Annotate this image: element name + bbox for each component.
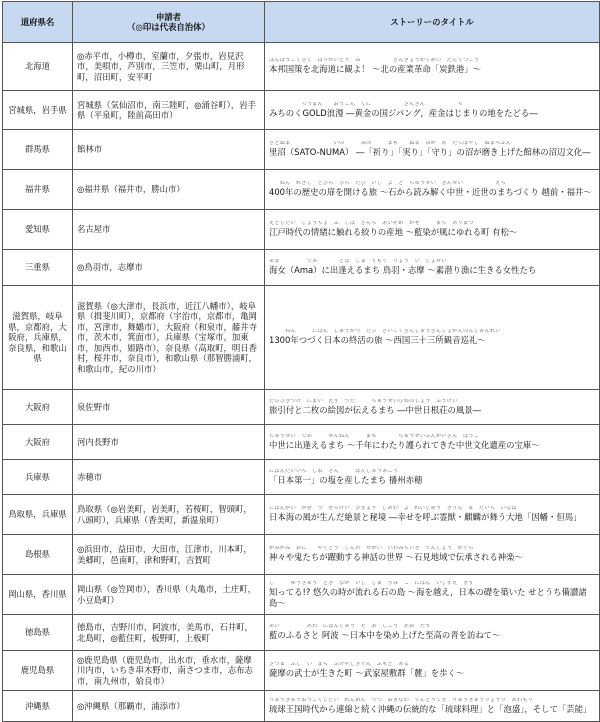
header-prefecture: 道府県名 (3, 2, 73, 43)
applicant-cell: ◎福井県（福井市，勝山市） (73, 170, 265, 210)
table-row (3, 170, 600, 210)
applicant-cell: ◎沖縄県（那覇市，浦添市） (73, 691, 265, 722)
story-cell (265, 651, 600, 691)
story-title: みちのくGOLD浪漫 ―黄金の国ジパング，産金はじまりの地をたどる― (269, 107, 538, 118)
story-title: 海女（Ama）に出逢えるまち 鳥羽・志摩 ～素潜り漁に生きる女性たち (269, 265, 537, 276)
prefecture-cell: 沖縄県 (3, 691, 73, 722)
applicant-cell: 泉佐野市 (73, 390, 265, 425)
prefecture-cell: 宮城県，岩手県 (3, 91, 73, 130)
story-cell (265, 91, 600, 130)
story-title: 知ってる!? 悠久の時が流れる石の島 ～海を越え，日本の礎を築いた せとうち備讃諸島～ (269, 587, 587, 608)
story-cell (265, 691, 600, 722)
table-row (3, 210, 600, 250)
prefecture-cell: 兵庫県 (3, 460, 73, 495)
prefecture-cell: 大阪府 (3, 390, 73, 425)
story-title: 薩摩の武士が生きた町 ～武家屋敷群「麓」を歩く～ (269, 668, 465, 679)
story-cell (265, 170, 600, 210)
table-row (3, 691, 600, 722)
prefecture-cell: 岡山県，香川県 (3, 575, 73, 615)
story-cell (265, 286, 600, 390)
story-furigana: ねん れきし とびら ひら たび いし よ と ちゅうせい きんせい えち (269, 181, 507, 187)
story-furigana: たびひきつけ にまい えず つた ちゅうせいひねのしょう ふうけい (269, 398, 458, 404)
story-cell (265, 43, 600, 91)
applicant-cell: 赤穂市 (73, 460, 265, 495)
applicant-cell: 名古屋市 (73, 210, 265, 250)
story-furigana: あい あわ にほんじゅう そ あ しこう あお たず (269, 624, 431, 630)
story-title: 1300年つづく日本の終活の旅 ～西国三十三所観音巡礼～ (269, 335, 486, 346)
prefecture-cell: 三重県 (3, 250, 73, 286)
prefecture-cell: 島根県 (3, 535, 73, 575)
story-cell (265, 460, 600, 495)
applicant-cell: 徳島市，吉野川市，阿波市，美馬市，石井町，北島町，◎藍住町，板野町，上板町 (73, 615, 265, 651)
story-cell (265, 535, 600, 575)
japan-heritage-table (2, 1, 600, 722)
story-cell (265, 575, 600, 615)
header-story-title: ストーリーのタイトル (265, 2, 600, 43)
story-furigana: ねん にほん しゅうかつ たび さいごくさんじゅうさんしょかんのんじゅんれい (269, 329, 501, 335)
table-row (3, 460, 600, 495)
story-furigana: ちゅうせい であ せんねん まも ちゅうせいぶんかいさん ほうこ (269, 433, 480, 439)
table-row (3, 390, 600, 425)
applicant-cell: ◎浜田市，益田市，大田市，江津市，川本町，美郷町，邑南町，津和野町，吉賀町 (73, 535, 265, 575)
table-row (3, 425, 600, 460)
table-row (3, 91, 600, 130)
prefecture-cell: 鹿児島県 (3, 651, 73, 691)
table-row (3, 495, 600, 535)
applicant-cell: ◎鳥羽市，志摩市 (73, 250, 265, 286)
story-cell (265, 250, 600, 286)
table-row (3, 43, 600, 91)
table-row (3, 575, 600, 615)
applicant-cell: ◎鹿児島県（鹿児島市，出水市，垂水市，薩摩川内市，いちき串木野市，南さつま市，志布志市，南九州市，姶良市） (73, 651, 265, 691)
applicant-cell: 滋賀県（◎大津市，長浜市，近江八幡市），岐阜県（揖斐川町），京都府（宇治市，京都市，亀岡市，宮津市，舞鶴市），大阪府（和泉市，藤井寺市，茨木市，箕面市），兵庫県（宝塚市，加東市，加西市，姫路市），奈良県（高取町，明日香村，桜井市，奈良市），和歌山県（那智勝浦町，和歌山市，紀の川市） (73, 286, 265, 390)
story-cell (265, 495, 600, 535)
story-title: 日本海の風が生んだ絶景と秘境 ―幸せを呼ぶ霊獣・麒麟が舞う大地「因幡・但馬」 (269, 512, 582, 523)
prefecture-cell: 大阪府 (3, 425, 73, 460)
story-title: 中世に出逢えるまち ～千年にわたり護られてきた中世文化遺産の宝庫～ (269, 439, 540, 450)
story-cell (265, 210, 600, 250)
table-row (3, 651, 600, 691)
story-title: 琉球王国時代から連綿と続く沖縄の伝統的な「琉球料理」と「泡盛」，そして「芸能」 (269, 703, 592, 714)
story-furigana: りゅうきゅうおうこくじだい れんめん つづ おきなわ でんとうてき りゅうきゅうりょうり あわもり (269, 697, 533, 703)
prefecture-cell: 北海道 (3, 43, 73, 91)
story-furigana: にほんかい かぜ う ぜっけい ひきょう しあわ よ れいじゅう きりん ま だいち いなば (269, 506, 517, 512)
story-furigana: えどじだい じょうちょ ふ しぼ さんち あいぞめ かぜ まち ありまつ (269, 221, 474, 227)
story-title: 400年の歴史の扉を開ける旅 ～石から読み解く中世・近世のまちづくり 越前・福井～ (269, 187, 592, 198)
header-applicant-line1: 申請者 (155, 11, 182, 22)
applicant-cell: 河内長野市 (73, 425, 265, 460)
story-furigana: し ゆうきゅう とき なが いし しま うみ こ にほん いしずえ きず (269, 581, 474, 586)
header-applicant (73, 2, 265, 43)
table-row (3, 250, 600, 286)
story-title: 本邦国策を北海道に観よ！ ～北の産業革命「炭鉄港」～ (269, 64, 482, 75)
story-cell (265, 615, 600, 651)
story-cell (265, 390, 600, 425)
story-title: 藍のふるさと 阿波 ～日本中を染め上げた至高の青を訪ねて～ (269, 630, 501, 641)
table-header-row (3, 2, 600, 43)
story-title: 神々や鬼たちが躍動する神話の世界 ～石見地域で伝承される神楽～ (269, 552, 523, 563)
applicant-cell: 館林市 (73, 130, 265, 170)
story-cell (265, 425, 600, 460)
story-title: 「日本第一」の塩を産したまち 播州赤穂 (269, 474, 423, 485)
prefecture-cell: 福井県 (3, 170, 73, 210)
header-applicant-line2: （◎印は代表自治体） (127, 22, 210, 32)
story-cell (265, 130, 600, 170)
story-furigana: さとぬま いの みの まも ぬま みが あ たてばやし ぬまべぶん (269, 141, 512, 147)
prefecture-cell: 滋賀県，岐阜県，京都府，大阪府，兵庫県，奈良県，和歌山県 (3, 286, 73, 390)
story-furigana: にほんだいいち しお さん ばんしゅうあこう (269, 468, 399, 474)
table-row (3, 286, 600, 390)
story-title: 江戸時代の情緒に触れる絞りの産地 ～藍染が風にゆれる町 有松～ (269, 227, 518, 238)
applicant-cell: 鳥取県（◎岩美町，岩美町，若桜町，智頭町，八頭町），兵庫県（香美町，新温泉町） (73, 495, 265, 535)
story-furigana: ろうまん おうごん くに さんきん ち (269, 101, 463, 107)
applicant-cell: 岡山県（◎笠岡市），香川県（丸亀市，土庄町，小豆島町） (73, 575, 265, 615)
applicant-cell: 宮城県（気仙沼市，南三陸町，◎涌谷町），岩手県（平泉町，陸前高田市） (73, 91, 265, 130)
table-row (3, 130, 600, 170)
table-row (3, 535, 600, 575)
story-title: 旅引付と二枚の絵図が伝えるまち ―中世日根荘の風景― (269, 404, 482, 415)
prefecture-cell: 群馬県 (3, 130, 73, 170)
story-furigana: あま であ とば しま すもぐ りょう い じょせい (269, 259, 447, 265)
story-furigana: ほんぽうこくさく ほっかいどう み さんぎょうかくめい たんてつこう (269, 58, 480, 64)
story-furigana: さつま ぶし い まち ぶけやしきぐん ふもと ある (269, 662, 410, 668)
story-title: 里沼（SATO-NUMA） ―「祈り」「実り」「守り」の沼が磨き上げた館林の沼辺文化― (269, 147, 591, 158)
story-furigana: かみがみ おに やくどう しんわ せかい いわみちいき でんしょう かぐら (269, 546, 474, 552)
table-row (3, 615, 600, 651)
applicant-cell: ◎赤平市，小樽市，室蘭市，夕張市，岩見沢市，美唄市，芦別市，三笠市，栗山町，月形町，沼田町，安平町 (73, 43, 265, 91)
prefecture-cell: 鳥取県，兵庫県 (3, 495, 73, 535)
prefecture-cell: 徳島県 (3, 615, 73, 651)
prefecture-cell: 愛知県 (3, 210, 73, 250)
